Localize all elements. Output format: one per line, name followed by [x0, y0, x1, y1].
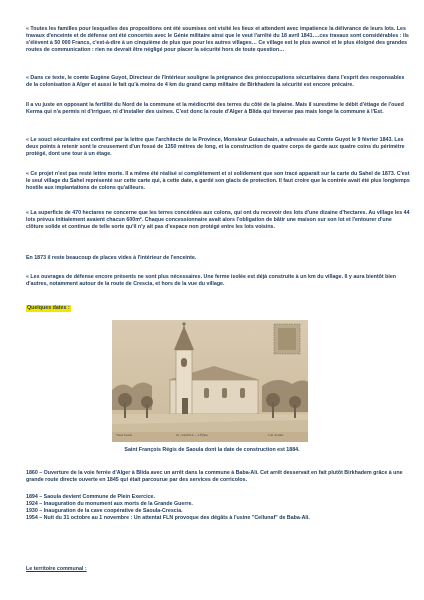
church-postcard-photo [112, 320, 308, 442]
timeline-1894: 1894 – Saoula devient Commune de Plein Exercice. [26, 494, 155, 500]
timeline-1924: 1924 – Inauguration du monument aux morts de la Grande Guerre. [26, 501, 193, 507]
paragraph-guyot-security: « Dans ce texte, le comte Eugène Guyot, Directeur de l'Intérieur souligne la prégnance des préoccupations sécuritaires dans l'esprit des responsables de la colonisation à Alger et aussi le fait qu'à moins de 4 km du grand camp militaire de Birkhadem la sécurité est encore précaire. [26, 75, 405, 88]
section-heading-territory: Le territoire communal : [26, 566, 87, 572]
postcard-bottom-right-text: Coll. Postale [268, 433, 284, 437]
postcard-bottom-left-text: Vieux Saoula [116, 433, 133, 437]
timeline-1860: 1860 – Ouverture de la voie ferrée d'Alger à Blida avec un arrêt dans la commune à Baba-Ali. Cet arrêt desservait en fait plutôt Birkhadem grâce à une grande route directe ouverte en 1845 qui était parcourue par des services de corricolos. [26, 470, 403, 483]
postcard-bottom-middle-text: 16 - SAOULA — L'Église [176, 433, 208, 437]
paragraph-project-map: « Ce projet n'est pas resté lettre morte. Il a même été réalisé si complètement et si solidement que son tracé apparait sur la carte du Sahel de 1873. C'est le seul village du Sahel représenté sur cette carte qui, à cette date, a gardé son glacis de protection. Il faut croire que la contrée avait été plus longtemps hostile aux implantations de colons qu'ailleurs. [26, 171, 410, 191]
paragraph-fertility: Il a vu juste en opposant la fertilité du Nord de la commune et la médiocrité des terres du côté de la plaine. Mais il surestime le débit d'étiage de l'oued Kerma qui n'a permis ni d'irriguer, ni d'installer des usines. C'est donc la route d'Alger à Blida qui traverse pas mais longe la commune à l'Est. [26, 102, 404, 115]
timeline-1954: 1954 – Nuit du 31 octobre au 1 novembre : Un attentat FLN provoque des dégâts à l'usine "Cellunaf" de Baba-Ali. [26, 515, 310, 521]
church-photo-drawing [112, 320, 308, 442]
photo-caption: Saint François Régis de Saoula dont la date de construction est 1884. [124, 447, 300, 453]
paragraph-1873-empty-places: En 1873 il reste beaucoup de places vides à l'intérieur de l'enceinte. [26, 255, 197, 261]
paragraph-surface-lots: « La superficie de 470 hectares ne concerne que les terres concédées aux colons, qui ont du recevoir des lots d'une dizaine d'hectares. Au village les 44 lots prévus initialement avaient chacun 600m². Chaque concessionnaire avait alors l'obligation de bâtir une maison sur son lot et l'entourer d'une clôture solide et continue de telle sorte qu'il n'y ait pas d'espace non protégé entre les lots voisins. [26, 210, 410, 230]
dates-heading: Quelques dates : [27, 305, 70, 311]
paragraph-security-letter: « Le souci sécuritaire est confirmé par la lettre que l'architecte de la Province, Monsieur Guiauchain, a adressée au Comte Guyot le 9 février 1843. Les deux points à retenir sont le creusement d'un fossé de 1350 mètres de long, et la construction de quatre corps de garde aux quatre coins du périmètre protégé, dont une tour à un étage. [26, 137, 405, 157]
paragraph-quote-families: « Toutes les familles pour lesquelles des propositions ont été soumises ont visité les lieux et attendent avec impatience la délivrance de leurs lots. Les travaux d'enceinte et de défense ont été concertés avec le Génie militaire ainsi que le veut l'arrêté du 18 avril 1841….ces travaux sont considérables : ils s'élèvent à 50 000 Francs, c'est-à-dire à un cinquième de plus que pour les autres villages… Ce village est le plus avancé et le plus éloigné des grandes routes de communication : rien ne devrait être négligé pour placer la sécurité hors de toute question… [26, 26, 409, 53]
timeline-1930: 1930 – Inauguration de la cave coopérative de Saoula-Crescia. [26, 508, 183, 514]
paragraph-defense-works: « Les ouvrages de défense encore présents ne sont plus nécessaires. Une ferme isolée est déjà construite à un km du village. Il y aura bientôt bien d'autres, notamment autour de la route de Crescia, et hors de la vue du village. [26, 274, 397, 287]
